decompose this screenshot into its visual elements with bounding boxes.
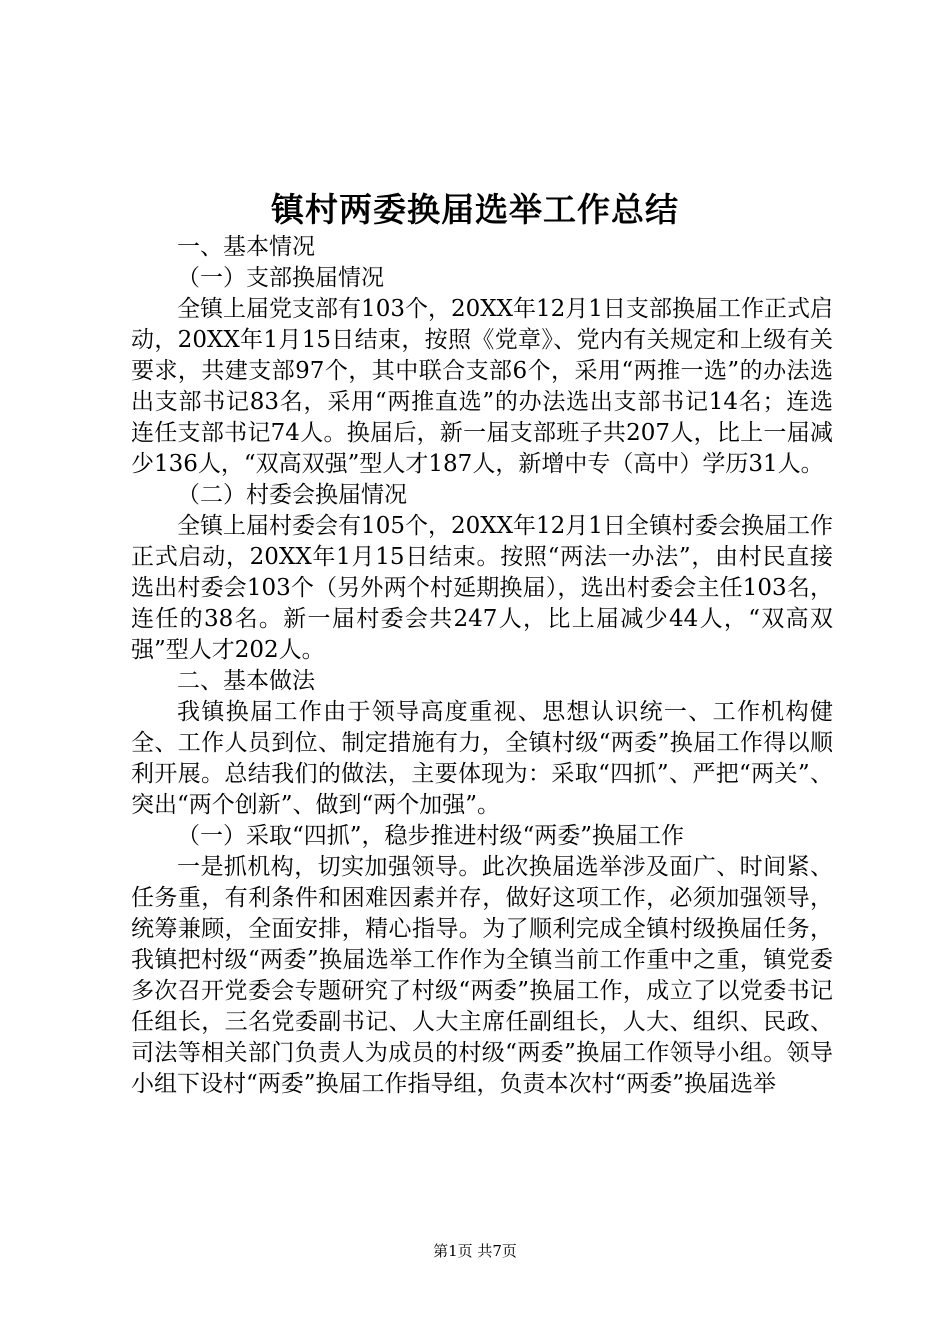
paragraph-practices-summary: 我镇换届工作由于领导高度重视、思想认识统一、工作机构健全、工作人员到位、制定措施有力，全镇村级“两委”换届工作得以顺利开展。总结我们的做法，主要体现为：采取“四抓”、严把“两关”、突出“两个创新”、做到“两个加强”。 (131, 699, 833, 818)
paragraph-branch-election: 全镇上届党支部有103个，20XX年12月1日支部换届工作正式启动，20XX年1月15日结束，按照《党章》、党内有关规定和上级有关要求，共建支部97个，其中联合支部6个，采用“两推一选”的办法选出支部书记83名，采用“两推直选”的办法选出支部书记14名；连选连任支部书记74人。换届后，新一届支部班子共207人，比上一届减少136人，“双高双强”型人才187人，新增中专（高中）学历31人。 (131, 296, 833, 477)
subsection-heading-village-committee: （二）村委会换届情况 (177, 482, 407, 508)
section-heading-basic-situation: 一、基本情况 (177, 234, 315, 260)
section-heading-basic-practices: 二、基本做法 (177, 668, 315, 694)
paragraph-organization-leadership: 一是抓机构，切实加强领导。此次换届选举涉及面广、时间紧、任务重，有利条件和困难因素并存，做好这项工作，必须加强领导，统筹兼顾，全面安排，精心指导。为了顺利完成全镇村级换届任务，我镇把村级“两委”换届选举工作作为全镇当前工作重中之重，镇党委多次召开党委会专题研究了村级“两委”换届工作，成立了以党委书记任组长，三名党委副书记、人大主席任副组长，人大、组织、民政、司法等相关部门负责人为成员的村级“两委”换届工作领导小组。领导小组下设村“两委”换届工作指导组，负责本次村“两委”换届选举 (131, 854, 833, 1097)
page-number-footer: 第1页 共7页 (433, 1242, 517, 1260)
subsection-heading-four-grasps: （一）采取“四抓”，稳步推进村级“两委”换届工作 (177, 823, 685, 849)
subsection-heading-branch-election: （一）支部换届情况 (177, 265, 384, 291)
paragraph-village-committee: 全镇上届村委会有105个，20XX年12月1日全镇村委会换届工作正式启动，20XX年1月15日结束。按照“两法一办法”，由村民直接选出村委会103个（另外两个村延期换届），选出村委会主任103名，连任的38名。新一届村委会共247人，比上届减少44人，“双高双强”型人才202人。 (131, 513, 833, 663)
document-body (131, 232, 833, 1100)
document-title: 镇村两委换届选举工作总结 (271, 190, 679, 229)
